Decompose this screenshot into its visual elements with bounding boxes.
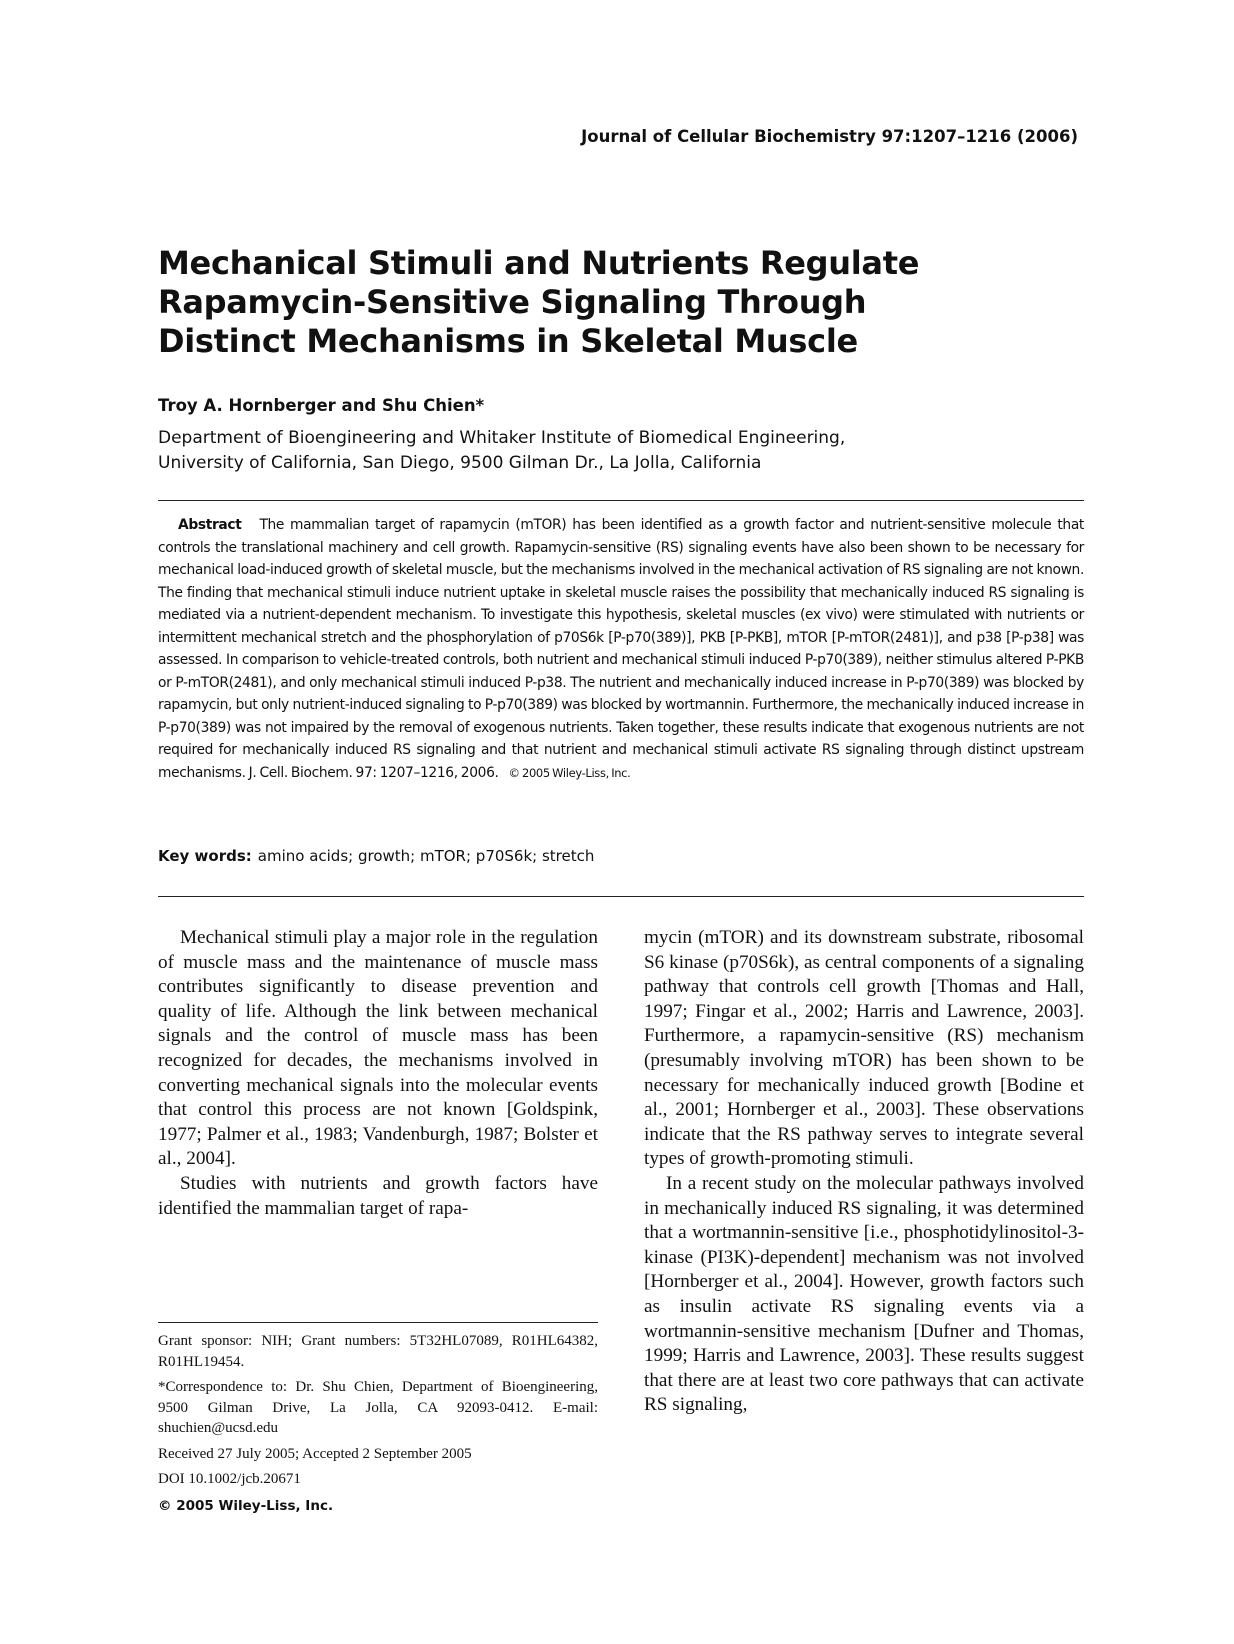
journal-citation: Journal of Cellular Biochemistry 97:1207–1216 (2006) xyxy=(581,127,1078,146)
title-line: Rapamycin-Sensitive Signaling Through xyxy=(158,283,867,321)
title-line: Mechanical Stimuli and Nutrients Regulate xyxy=(158,244,920,282)
affiliation-line: University of California, San Diego, 9500 Gilman Dr., La Jolla, California xyxy=(158,453,762,473)
affiliation-line: Department of Bioengineering and Whitaker Institute of Biomedical Engineering, xyxy=(158,428,846,448)
body-paragraph: Mechanical stimuli play a major role in the regulation of muscle mass and the maintenance of muscle mass contributes significantly to disease prevention and quality of life. Although the link between mechanical signals and the control of muscle mass has been recognized for decades, the mechanisms involved in converting mechanical signals into the molecular events that control this process are not known [Goldspink, 1977; Palmer et al., 1983; Vandenburgh, 1987; Bolster et al., 2004]. xyxy=(158,927,598,1170)
body-column-left xyxy=(158,926,598,1221)
abstract-text: The mammalian target of rapamycin (mTOR) has been identified as a growth factor and nutrient-sensitive molecule that controls the translational machinery and cell growth. Rapamycin-sensitive (RS) signaling events have also been shown to be necessary for mechanical load-induced growth of skeletal muscle, but the mechanisms involved in the mechanical activation of RS signaling are not known. The finding that mechanical stimuli induce nutrient uptake in skeletal muscle raises the possibility that mechanically induced RS signaling is mediated via a nutrient-dependent mechanism. To investigate this hypothesis, skeletal muscles (ex vivo) were stimulated with nutrients or intermittent mechanical stretch and the phosphorylation of p70S6k [P-p70(389)], PKB [P-PKB], mTOR [P-mTOR(2481)], and p38 [P-p38] was assessed. In comparison to vehicle-treated controls, both nutrient and mechanical stimuli induced P-p70(389), neither stimulus altered P-PKB or P-mTOR(2481), and only mechanical stimuli induced P-p38. The nutrient and mechanically induced increase in P-p70(389) was blocked by rapamycin, but only nutrient-induced signaling to P-p70(389) was blocked by wortmannin. Furthermore, the mechanically induced increase in P-p70(389) was not impaired by the removal of exogenous nutrients. Taken together, these results indicate that exogenous nutrients are not required for mechanically induced RS signaling and that nutrient and mechanical stimuli activate RS signaling through distinct upstream mechanisms. J. Cell. Biochem. 97: 1207–1216, 2006. xyxy=(158,517,1084,781)
title-line: Distinct Mechanisms in Skeletal Muscle xyxy=(158,322,858,360)
doi: DOI 10.1002/jcb.20671 xyxy=(158,1471,301,1487)
correspondence-footnote: *Correspondence to: Dr. Shu Chien, Department of Bioengineering, 9500 Gilman Drive, La Jolla, CA 92093-0412. E-mail: shuchien@ucsd.edu xyxy=(158,1379,598,1436)
divider-bottom xyxy=(158,896,1084,897)
footnotes xyxy=(158,1331,598,1521)
publisher-copyright: © 2005 Wiley-Liss, Inc. xyxy=(158,1497,334,1514)
keywords-text: amino acids; growth; mTOR; p70S6k; stretch xyxy=(257,847,595,865)
body-paragraph: mycin (mTOR) and its downstream substrate, ribosomal S6 kinase (p70S6k), as central components of a signaling pathway that controls cell growth [Thomas and Hall, 1997; Fingar et al., 2002; Harris and Lawrence, 2003]. Furthermore, a rapamycin-sensitive (RS) mechanism (presumably involving mTOR) has been shown to be necessary for mechanically induced growth [Bodine et al., 2001; Hornberger et al., 2003]. These observations indicate that the RS pathway serves to integrate several types of growth-promoting stimuli. xyxy=(644,927,1084,1170)
keywords xyxy=(158,847,594,865)
affiliation xyxy=(158,426,845,476)
body-paragraph: Studies with nutrients and growth factors have identified the mammalian target of rapa- xyxy=(158,1172,598,1219)
abstract xyxy=(158,514,1084,784)
author-list: Troy A. Hornberger and Shu Chien* xyxy=(158,396,485,415)
body-column-right xyxy=(644,926,1084,1418)
abstract-label: Abstract xyxy=(178,517,242,533)
received-date: Received 27 July 2005; Accepted 2 September 2005 xyxy=(158,1445,472,1462)
abstract-copyright: © 2005 Wiley-Liss, Inc. xyxy=(508,765,631,780)
article-title xyxy=(158,244,1098,361)
keywords-label: Key words: xyxy=(158,847,252,865)
grant-footnote: Grant sponsor: NIH; Grant numbers: 5T32HL07089, R01HL64382, R01HL19454. xyxy=(158,1333,598,1370)
footnote-divider xyxy=(158,1322,598,1323)
divider-top xyxy=(158,500,1084,501)
body-paragraph: In a recent study on the molecular pathways involved in mechanically induced RS signaling, it was determined that a wortmannin-sensitive [i.e., phosphotidylinositol-3-kinase (PI3K)-dependent] mechanism was not involved [Hornberger et al., 2004]. However, growth factors such as insulin activate RS signaling events via a wortmannin-sensitive mechanism [Dufner and Thomas, 1999; Harris and Lawrence, 2003]. These results suggest that there are at least two core pathways that can activate RS signaling, xyxy=(644,1172,1084,1416)
